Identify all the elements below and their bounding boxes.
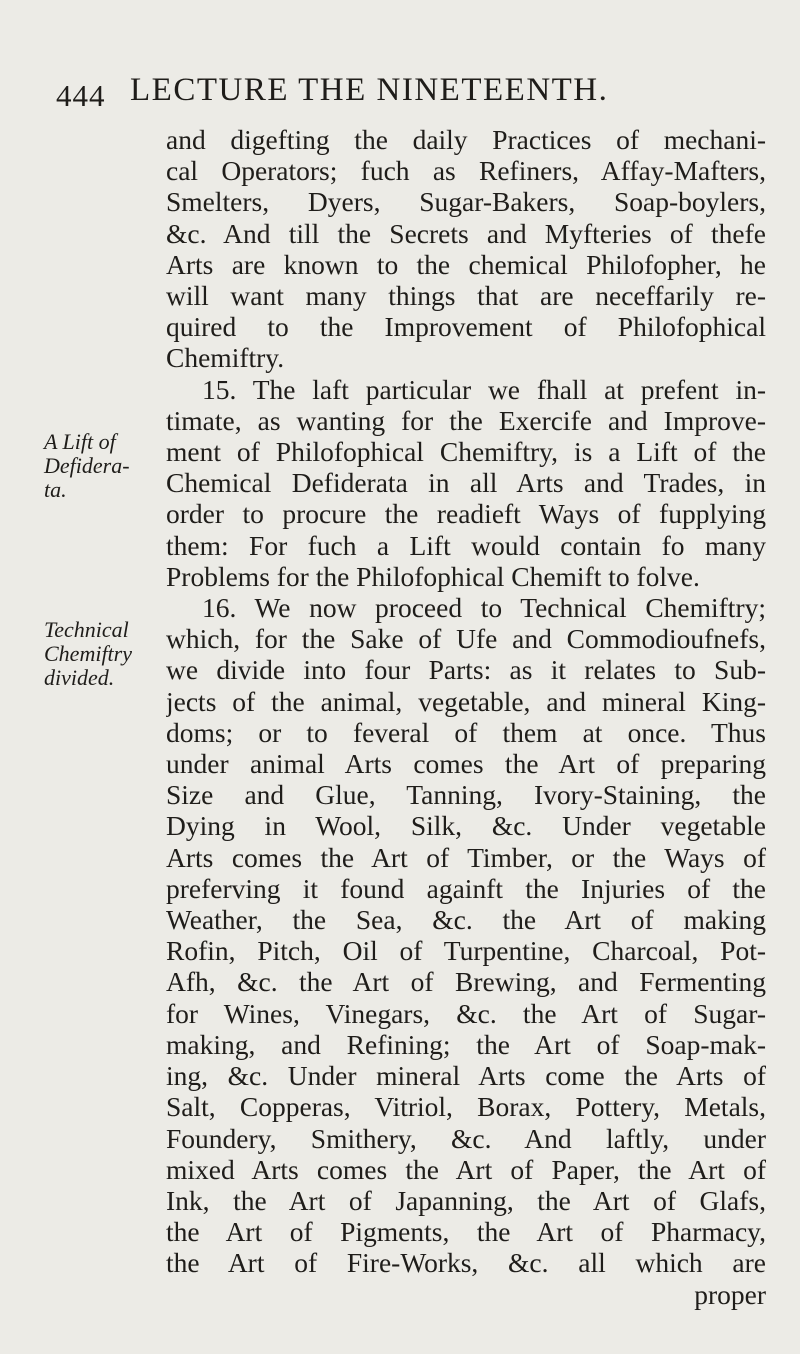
text-line: Weather, the Sea, &c. the Art of making: [166, 904, 766, 936]
margin-note-line: Chemiftry: [44, 641, 132, 666]
text-line: timate, as wanting for the Exercife and Improve-: [166, 404, 766, 436]
page-number: 444: [56, 78, 106, 113]
text-line: cal Operators; fuch as Refiners, Affay-Mafters,: [166, 155, 766, 187]
margin-note-line: Technical: [44, 617, 129, 642]
margin-note-list-of-desiderata: [44, 430, 130, 502]
text-line: Chemiftry.: [166, 342, 285, 374]
text-line: Arts comes the Art of Timber, or the Ways of: [166, 841, 766, 873]
text-line: Foundery, Smithery, &c. And laftly, under: [166, 1122, 766, 1154]
text-line: Afh, &c. the Art of Brewing, and Fermenting: [166, 966, 766, 998]
margin-note-line: divided.: [44, 665, 115, 690]
margin-note-line: A Lift of: [44, 429, 116, 454]
text-line: ment of Philofophical Chemiftry, is a Lift of the: [166, 436, 766, 468]
text-line: quired to the Improvement of Philofophical: [166, 311, 766, 343]
text-line: 16. We now proceed to Technical Chemiftry;: [202, 592, 766, 624]
margin-note-technical-chemistry: [44, 618, 132, 690]
catchword: proper: [694, 1278, 766, 1310]
text-line: Ink, the Art of Japanning, the Art of Glafs,: [166, 1184, 766, 1216]
text-line: making, and Refining; the Art of Soap-mak-: [166, 1028, 766, 1060]
text-line: for Wines, Vinegars, &c. the Art of Sugar-: [166, 997, 766, 1029]
text-line: will want many things that are neceffarily re-: [166, 280, 766, 312]
text-line: preferving it found againft the Injuries of the: [166, 872, 766, 904]
text-line: Size and Glue, Tanning, Ivory-Staining, the: [166, 779, 766, 811]
text-line: mixed Arts comes the Art of Paper, the Art of: [166, 1153, 766, 1185]
text-line: the Art of Fire-Works, &c. all which are: [166, 1247, 766, 1279]
text-line: 15. The laft particular we fhall at prefent in-: [202, 373, 766, 405]
text-line: we divide into four Parts: as it relates to Sub-: [166, 654, 766, 686]
text-line: &c. And till the Secrets and Myfteries of thefe: [166, 217, 766, 249]
text-line: and digefting the daily Practices of mechani-: [166, 124, 766, 155]
text-line: ing, &c. Under mineral Arts come the Arts of: [166, 1060, 766, 1092]
text-line: Arts are known to the chemical Philofopher, he: [166, 248, 766, 280]
text-line: Smelters, Dyers, Sugar-Bakers, Soap-boylers,: [166, 186, 766, 218]
text-line: order to procure the readieft Ways of fupplying: [166, 498, 766, 530]
text-line: Problems for the Philofophical Chemift to folve.: [166, 560, 700, 592]
margin-note-line: ta.: [44, 477, 67, 502]
text-line: Chemical Defiderata in all Arts and Trades, in: [166, 467, 766, 499]
body-text: [166, 124, 766, 1310]
text-line: Dying in Wool, Silk, &c. Under vegetable: [166, 810, 766, 842]
margin-note-line: Defidera-: [44, 453, 130, 478]
text-line: jects of the animal, vegetable, and mineral King-: [166, 685, 766, 717]
text-line: them: For fuch a Lift would contain fo many: [166, 529, 766, 561]
text-line: doms; or to feveral of them at once. Thus: [166, 716, 766, 748]
text-line: which, for the Sake of Ufe and Commodioufnefs,: [166, 623, 766, 655]
text-line: the Art of Pigments, the Art of Pharmacy,: [166, 1216, 766, 1248]
running-head: LECTURE THE NINETEENTH.: [130, 72, 609, 108]
text-line: Salt, Copperas, Vitriol, Borax, Pottery, Metals,: [166, 1091, 766, 1123]
text-line: under animal Arts comes the Art of preparing: [166, 748, 766, 780]
text-line: Rofin, Pitch, Oil of Turpentine, Charcoal, Pot-: [166, 935, 766, 967]
